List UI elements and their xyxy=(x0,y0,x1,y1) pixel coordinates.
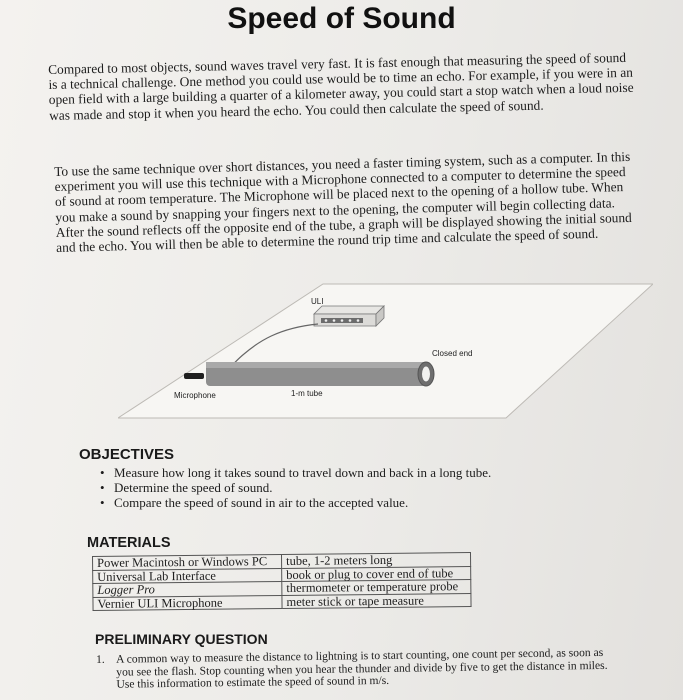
list-item: • Determine the speed of sound. xyxy=(100,480,273,495)
objectives-heading: OBJECTIVES xyxy=(79,446,175,463)
table-cell: tube, 1-2 meters long xyxy=(281,553,470,568)
table-cell: Universal Lab Interface xyxy=(93,568,282,583)
materials-heading: MATERIALS xyxy=(87,535,171,551)
list-item: • Compare the speed of sound in air to the accepted value. xyxy=(100,495,409,510)
table-row xyxy=(93,593,471,610)
list-item: • Measure how long it takes sound to travel down and back in a long tube. xyxy=(100,465,492,480)
method-paragraph: To use the same technique over short distances, you need a faster timing system, such as a computer. In this experiment you will use this technique with a Microphone connected to a computer to determine the speed of sound at room temperature. The Microphone will be placed next to the opening of a hollow tube. When you make a sound by snapping your fingers next to the opening, the computer will begin collecting data. After the sound reflects off the opposite end of the tube, a graph will be displayed showing the initial sound and the echo. You will then be able to determine the round trip time and calculate the speed of sound. xyxy=(54,148,632,255)
objectives-list xyxy=(96,465,491,510)
question-number: 1. xyxy=(95,652,105,666)
microphone xyxy=(184,373,204,379)
table-cell: Vernier ULI Microphone xyxy=(93,595,282,610)
preliminary-question-1 xyxy=(96,647,616,692)
preliminary-heading: PRELIMINARY QUESTION xyxy=(95,631,268,647)
table-cell: Logger Pro xyxy=(93,582,282,597)
question-text: A common way to measure the distance to lightning is to start counting, one count per second, as soon as you see the flash. Stop counting when you hear the thunder and divide by five to get the distance in miles. Use this information to estimate the speed of sound in m/s. xyxy=(115,645,608,691)
uli-box xyxy=(314,306,384,326)
uli-label: ULI xyxy=(311,297,324,306)
table-cell: thermometer or temperature probe xyxy=(282,580,471,595)
table-cell: meter stick or tape measure xyxy=(282,593,471,608)
intro-paragraph: Compared to most objects, sound waves travel very fast. It is fast enough that measuring the speed of sound is a technical challenge. One method you could use would be to time an echo. For example, if you were in an open field with a large building a quarter of a kilometer away, you could start a stop watch when a loud noise was made and stop it when you heard the echo. You could then calculate the speed of sound. xyxy=(48,49,634,123)
apparatus-diagram xyxy=(118,282,653,422)
apparatus-figure xyxy=(118,282,653,422)
tube xyxy=(206,362,434,386)
table-cell: Power Macintosh or Windows PC xyxy=(93,555,282,570)
tube-label: 1-m tube xyxy=(291,389,323,398)
microphone-label: Microphone xyxy=(174,391,216,400)
materials-table xyxy=(92,552,472,611)
closed-end-label: Closed end xyxy=(432,349,473,358)
document-title: Speed of Sound xyxy=(227,2,456,35)
table-cell: book or plug to cover end of tube xyxy=(282,566,471,581)
